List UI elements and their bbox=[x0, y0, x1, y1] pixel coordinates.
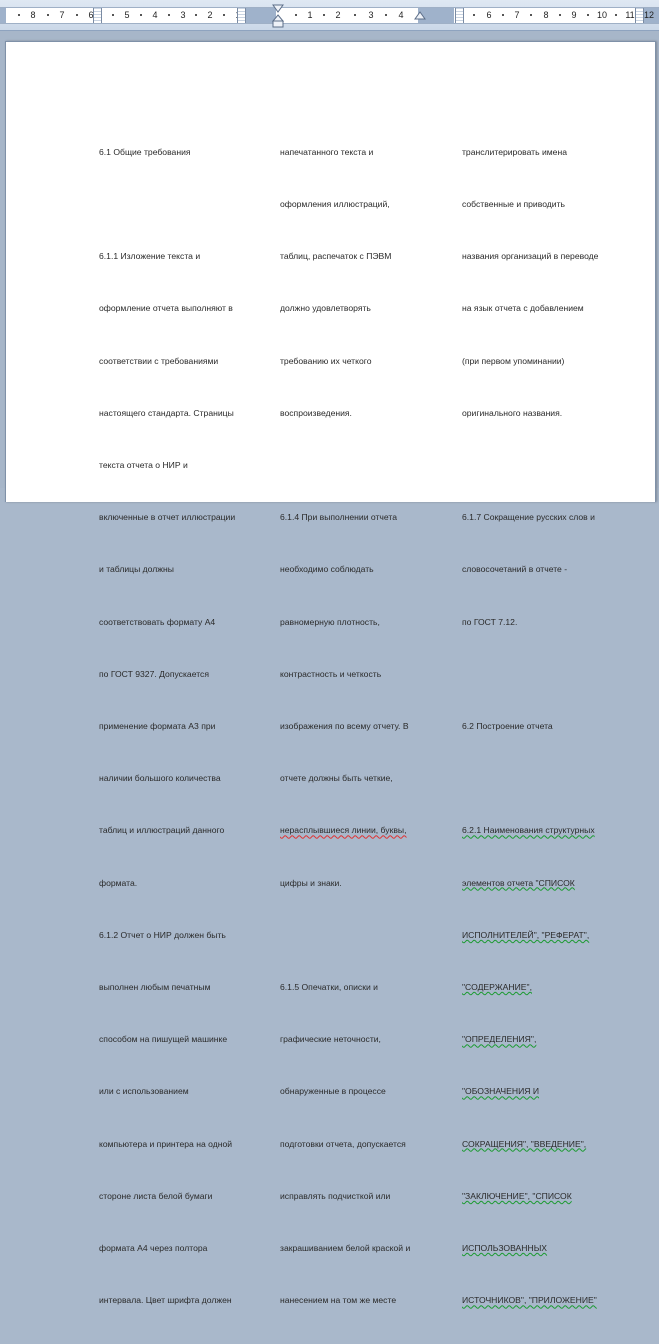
ruler-number: 11 bbox=[625, 10, 635, 20]
ruler-tick bbox=[112, 14, 114, 16]
ruler-tick bbox=[223, 14, 225, 16]
ruler-number: 7 bbox=[514, 10, 520, 20]
text-line: оригинального названия. bbox=[462, 407, 563, 418]
text-line: наличии большого количества bbox=[99, 773, 221, 784]
text-column-3[interactable] bbox=[462, 109, 598, 1344]
text-line: "ОПРЕДЕЛЕНИЯ", bbox=[462, 1034, 537, 1045]
ruler-left-edge bbox=[0, 8, 6, 23]
ruler-number: 1 bbox=[307, 10, 313, 20]
text-line: словосочетаний в отчете - bbox=[462, 564, 568, 575]
text-line: компьютера и принтера на одной bbox=[99, 1138, 233, 1149]
ruler-tick bbox=[76, 14, 78, 16]
horizontal-ruler[interactable] bbox=[0, 0, 659, 31]
ruler-tick bbox=[615, 14, 617, 16]
text-line: на язык отчета с добавлением bbox=[462, 303, 584, 314]
ruler-number: 7 bbox=[59, 10, 65, 20]
text-line: формата. bbox=[99, 877, 138, 888]
text-line: или с использованием bbox=[99, 1086, 189, 1097]
ruler-number: 2 bbox=[335, 10, 341, 20]
text-column-2[interactable] bbox=[280, 109, 410, 1344]
ruler-number: 3 bbox=[180, 10, 186, 20]
text-line: выполнен любым печатным bbox=[99, 982, 211, 993]
ruler-tick bbox=[168, 14, 170, 16]
text-line: 6.1.5 Опечатки, описки и bbox=[280, 982, 378, 993]
column-marker[interactable] bbox=[93, 8, 102, 23]
ruler-tick bbox=[140, 14, 142, 16]
text-line: интервала. Цвет шрифта должен bbox=[99, 1295, 232, 1306]
blank-line bbox=[462, 457, 598, 474]
ruler-tick bbox=[530, 14, 532, 16]
text-column-1[interactable] bbox=[99, 109, 235, 1344]
ruler-number: 4 bbox=[398, 10, 404, 20]
text-line: 6.1.4 При выполнении отчета bbox=[280, 512, 398, 523]
ruler-tick bbox=[559, 14, 561, 16]
text-line: оформление отчета выполняют в bbox=[99, 303, 233, 314]
ruler-tick bbox=[473, 14, 475, 16]
text-line: изображения по всему отчету. В bbox=[280, 721, 409, 732]
right-indent-marker-icon[interactable] bbox=[413, 10, 427, 24]
blank-line bbox=[462, 770, 598, 787]
ruler-number: 5 bbox=[124, 10, 130, 20]
text-line: 6.2 Построение отчета bbox=[462, 721, 553, 732]
ruler-tick bbox=[354, 14, 356, 16]
text-line: формата А4 через полтора bbox=[99, 1243, 208, 1254]
text-line: соответствовать формату А4 bbox=[99, 616, 216, 627]
text-line: контрастность и четкость bbox=[280, 668, 382, 679]
ruler-tick bbox=[587, 14, 589, 16]
text-line: применение формата А3 при bbox=[99, 721, 216, 732]
ruler-tick bbox=[385, 14, 387, 16]
text-line: по ГОСТ 7.12. bbox=[462, 616, 518, 627]
ruler-tick bbox=[295, 14, 297, 16]
blank-line bbox=[280, 927, 410, 944]
blank-line bbox=[462, 666, 598, 683]
text-line: "ЗАКЛЮЧЕНИЕ", "СПИСОК bbox=[462, 1190, 572, 1201]
text-line: "СОДЕРЖАНИЕ", bbox=[462, 982, 532, 993]
text-line: графические неточности, bbox=[280, 1034, 381, 1045]
ruler-tick bbox=[323, 14, 325, 16]
ruler-tick bbox=[47, 14, 49, 16]
ruler-number: 2 bbox=[207, 10, 213, 20]
text-line: ИСТОЧНИКОВ", "ПРИЛОЖЕНИЕ" bbox=[462, 1295, 597, 1306]
text-line: напечатанного текста и bbox=[280, 146, 374, 157]
text-line: исправлять подчисткой или bbox=[280, 1190, 391, 1201]
text-line: 6.1 Общие требования bbox=[99, 146, 191, 157]
text-line: 6.1.2 Отчет о НИР должен быть bbox=[99, 929, 226, 940]
text-line: обнаруженные в процессе bbox=[280, 1086, 386, 1097]
text-line: оформления иллюстраций, bbox=[280, 199, 390, 210]
text-line: и таблицы должны bbox=[99, 564, 174, 575]
ruler-tick bbox=[18, 14, 20, 16]
text-line: стороне листа белой бумаги bbox=[99, 1190, 213, 1201]
ruler-number: 8 bbox=[30, 10, 36, 20]
text-line: закрашиванием белой краской и bbox=[280, 1243, 411, 1254]
indent-marker-icon[interactable] bbox=[271, 4, 285, 28]
ruler-tick bbox=[502, 14, 504, 16]
blank-line bbox=[99, 196, 235, 213]
text-line: таблиц и иллюстраций данного bbox=[99, 825, 225, 836]
text-line: элементов отчета "СПИСОК bbox=[462, 877, 575, 888]
text-line: требованию их четкого bbox=[280, 355, 372, 366]
text-line: таблиц, распечаток с ПЭВМ bbox=[280, 251, 392, 262]
ruler-number: 6 bbox=[88, 10, 94, 20]
text-line: должно удовлетворять bbox=[280, 303, 371, 314]
ruler-number: 8 bbox=[543, 10, 549, 20]
text-line: необходимо соблюдать bbox=[280, 564, 374, 575]
text-line: (при первом упоминании) bbox=[462, 355, 565, 366]
ruler-number: 12 bbox=[643, 10, 654, 20]
text-line: транслитерировать имена bbox=[462, 146, 567, 157]
text-line: соответствии с требованиями bbox=[99, 355, 219, 366]
text-line: "ОБОЗНАЧЕНИЯ И bbox=[462, 1086, 540, 1097]
text-line: включенные в отчет иллюстрации bbox=[99, 512, 236, 523]
ruler-track[interactable] bbox=[0, 7, 659, 24]
text-line: отчете должны быть четкие, bbox=[280, 773, 393, 784]
text-line: нанесением на том же месте bbox=[280, 1295, 397, 1306]
text-line: СОКРАЩЕНИЯ", "ВВЕДЕНИЕ", bbox=[462, 1138, 587, 1149]
ruler-number: 6 bbox=[486, 10, 492, 20]
text-line: воспроизведения. bbox=[280, 407, 352, 418]
text-line: настоящего стандарта. Страницы bbox=[99, 407, 234, 418]
text-line: собственные и приводить bbox=[462, 199, 566, 210]
text-line: 6.1.7 Сокращение русских слов и bbox=[462, 512, 595, 523]
text-line: 6.2.1 Наименования структурных bbox=[462, 825, 595, 836]
text-line: способом на пишущей машинке bbox=[99, 1034, 228, 1045]
text-line: подготовки отчета, допускается bbox=[280, 1138, 406, 1149]
column-marker[interactable] bbox=[237, 8, 246, 23]
text-line: текста отчета о НИР и bbox=[99, 460, 188, 471]
ruler-number: 3 bbox=[368, 10, 374, 20]
text-line: ИСПОЛЬЗОВАННЫХ bbox=[462, 1243, 548, 1254]
blank-line bbox=[280, 457, 410, 474]
ruler-tick bbox=[195, 14, 197, 16]
text-line: нерасплывшиеся линии, буквы, bbox=[280, 825, 407, 836]
ruler-number: 4 bbox=[152, 10, 158, 20]
ruler-number: 9 bbox=[571, 10, 577, 20]
text-line: 6.1.1 Изложение текста и bbox=[99, 251, 201, 262]
text-line: равномерную плотность, bbox=[280, 616, 380, 627]
text-line: цифры и знаки. bbox=[280, 877, 342, 888]
ruler-number: 10 bbox=[596, 10, 607, 20]
text-line: ИСПОЛНИТЕЛЕЙ", "РЕФЕРАТ", bbox=[462, 929, 590, 940]
column-marker[interactable] bbox=[635, 8, 644, 23]
text-line: по ГОСТ 9327. Допускается bbox=[99, 668, 209, 679]
document-page[interactable] bbox=[5, 41, 656, 1306]
column-marker[interactable] bbox=[455, 8, 464, 23]
text-line: названия организаций в переводе bbox=[462, 251, 599, 262]
